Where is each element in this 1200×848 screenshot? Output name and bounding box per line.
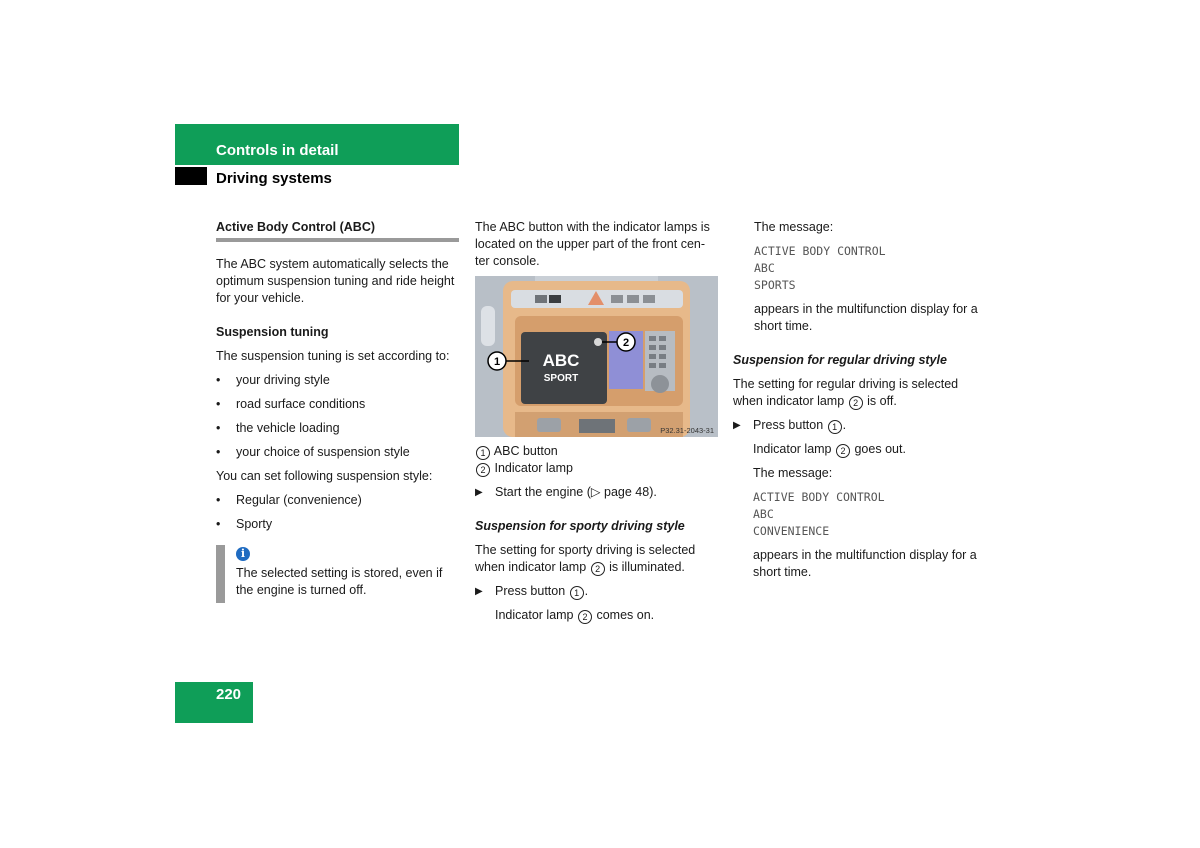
column-3 (754, 219, 984, 335)
column-3-regular (733, 352, 984, 581)
appears-text-2: appears in the multifunction display for a short time. (753, 548, 977, 579)
regular-heading: Suspension for regular driving style (733, 353, 947, 367)
page-reference[interactable]: ▷ page 48 (590, 485, 650, 499)
note-text: The selected setting is stored, even if the engine is turned off. (236, 566, 443, 597)
appears-text-1: appears in the multifunction display for a short time. (754, 302, 978, 333)
message-label-2: The message: (753, 466, 833, 480)
callout-2: 2 (622, 337, 630, 349)
figure-code: P32.31-2043-31 (660, 426, 714, 435)
step-arrow-icon: ▶ (475, 487, 483, 498)
section-title: Controls in detail (216, 142, 339, 159)
callout-1: 1 (493, 356, 501, 368)
page-number-box (175, 682, 253, 723)
step-arrow-icon: ▶ (733, 420, 741, 431)
header-marker (175, 167, 207, 185)
note-bar (216, 545, 225, 603)
sporty-text: The setting for sporty driving is selected when indicator lamp 2 is illuminated. (475, 543, 696, 574)
sport-label: SPORT (543, 373, 579, 384)
list-item: • Regular (convenience) (216, 493, 362, 507)
lamp-result: Indicator lamp 2 comes on. (495, 608, 655, 622)
abc-intro: The ABC system automatically selects the optimum suspension tuning and ride height for your vehicle. (216, 257, 455, 305)
regular-text: The setting for regular driving is selected when indicator lamp 2 is off. (733, 377, 959, 408)
step-press-button: ▶ Press button 1 . (733, 418, 847, 432)
step-arrow-icon: ▶ (475, 586, 483, 597)
info-note (216, 545, 459, 599)
tuning-text: The suspension tuning is set according to: (216, 349, 450, 363)
legend-2: 2 Indicator lamp (475, 460, 718, 477)
legend-1: 1 ABC button (475, 443, 718, 460)
list-item: • your driving style (216, 373, 330, 387)
display-message-2: ACTIVE BODY CONTROL ABC CONVENIENCE (753, 490, 885, 538)
column-1 (216, 219, 459, 599)
list-item: • Sporty (216, 517, 273, 531)
display-message-1: ACTIVE BODY CONTROL ABC SPORTS (754, 244, 886, 292)
column-2 (475, 219, 718, 624)
subsection-title: Driving systems (216, 170, 332, 187)
list-item: • road surface conditions (216, 397, 366, 411)
list-item: • the vehicle loading (216, 421, 340, 435)
page-number: 220 (216, 686, 242, 703)
sporty-heading: Suspension for sporty driving style (475, 519, 685, 533)
styles-text: You can set following suspension style: (216, 469, 433, 483)
info-icon: i (236, 547, 250, 561)
console-illustration (475, 276, 718, 437)
lamp-result: Indicator lamp 2 goes out. (753, 442, 906, 456)
indicator-lamp (594, 338, 602, 346)
step-start-engine: ▶ Start the engine (▷ page 48). (475, 485, 657, 499)
figure-intro: The ABC button with the indicator lamps is located on the upper part of the front cen-ter console. (475, 220, 710, 268)
list-item: • your choice of suspension style (216, 445, 410, 459)
tuning-heading: Suspension tuning (216, 325, 329, 339)
step-press-button: ▶ Press button 1 . (475, 584, 589, 598)
abc-button-label: ABC (542, 351, 580, 370)
message-label: The message: (754, 220, 834, 234)
abc-console-figure (475, 276, 718, 437)
abc-heading: Active Body Control (ABC) (216, 219, 459, 242)
